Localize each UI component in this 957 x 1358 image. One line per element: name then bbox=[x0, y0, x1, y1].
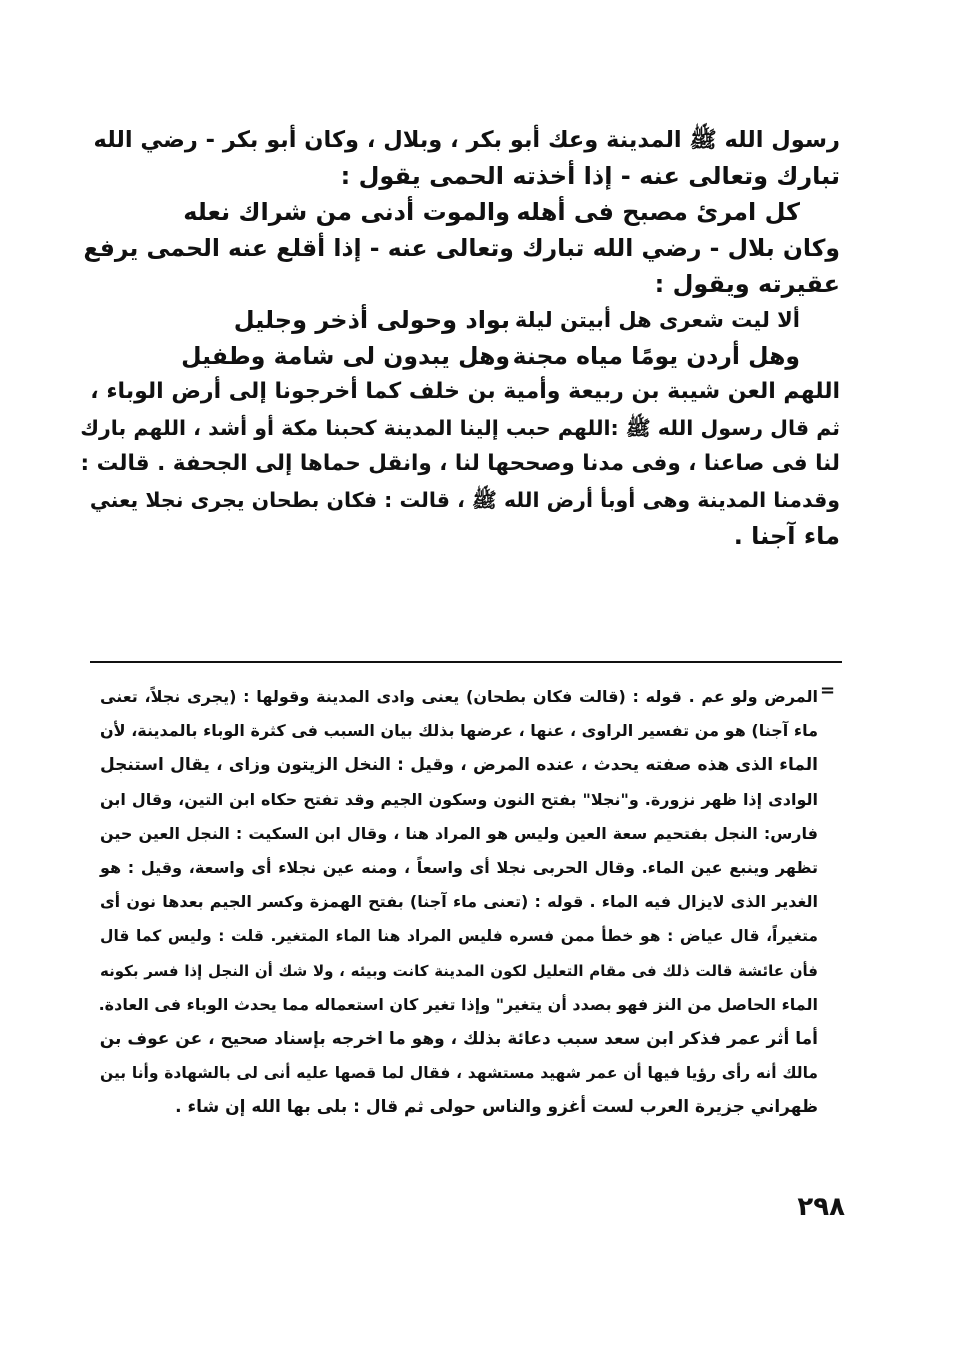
body-line: لنا فى صاعنا ، وفى مدنا وصححها لنا ، وانقل حماها إلى الجحفة . قالت : bbox=[80, 451, 840, 476]
body-line: تبارك وتعالى عنه - إذا أخذته الحمى يقول : bbox=[340, 162, 840, 190]
footnote-continuation-marker: = bbox=[820, 680, 836, 701]
verse-second-hemistich: بواد وحولى أذخر وجليل bbox=[233, 306, 510, 334]
footnote-line: متغيراً، قال عياض : هو خطأ ممن فسره فليس المراد هنا الماء المتغير. قلت : وليس كما قال bbox=[100, 927, 818, 946]
footnote-line: الماء الذى هذه صفته يحدث ، عنده المرض ، وقيل : النخل الزيتون وزاى ، يقال استنجل bbox=[100, 755, 818, 776]
poem-verse-3 bbox=[80, 338, 840, 374]
footnote-block bbox=[100, 680, 818, 1124]
footnote-line: فارس: النجل بفتحيم سعة العين وليس هو المراد هنا ، وقال ابن السكيت : النجل العين حين bbox=[100, 823, 818, 843]
verse-first-hemistich: وهل أردن يومًا مياه مجنة bbox=[512, 342, 800, 370]
poem-verse-1 bbox=[80, 194, 840, 230]
body-line: اللهم العن شيبة بن ربيعة وأمية بن خلف كما أخرجونا إلى أرض الوباء ، bbox=[90, 379, 840, 404]
poem-verse-2 bbox=[80, 302, 840, 338]
verse-second-hemistich: والموت أدنى من شراك نعله bbox=[183, 198, 510, 226]
footnote-line: ظهراني جزيرة العرب لست أغزو والناس حولى ثم قال : بلى بها الله إن شاء . bbox=[175, 1097, 818, 1118]
footnote-line: ماء آجنا) هو من تفسير الراوى ، عنها ، عرضها بذلك بيان السبب فى كثرة الوباء بالمدينة، لأن bbox=[100, 721, 818, 741]
body-line: ثم قال رسول الله ﷺ :اللهم حبب إلينا المدينة كحبنا مكة أو أشد ، اللهم بارك bbox=[80, 416, 840, 440]
footnote-line: مالك أنه رأى رؤيا فيها أن عمر شهيد مستشهد ، فقال لما قصها عليه أنى لى بالشهادة وأنا بين bbox=[100, 1064, 818, 1083]
footnote-divider bbox=[90, 661, 842, 663]
verse-first-hemistich: كل امرئ مصبح فى أهله bbox=[516, 198, 800, 226]
footnote-line: الماء الحاصل من النز فهو بصدد أن يتغير" وإذا تغير كان استعماله مما يحدث الوباء فى العادة. bbox=[98, 994, 818, 1014]
verse-first-hemistich: ألا ليت شعرى هل أبيتن ليلة bbox=[514, 308, 800, 332]
verse-second-hemistich: وهل يبدون لى شامة وطفيل bbox=[181, 342, 510, 370]
footnote-line: تظهر وينبع عين الماء. وقال الحربى نجلا أى واسعاً ، ومنه عين نجلاء أى واسعة، وقيل : هو bbox=[100, 857, 818, 877]
footnote-line: فأن عائشة قالت ذلك فى مقام التعليل لكون المدينة كانت وبيئه ، ولا شك أن النجل إذا فسر بكونه bbox=[100, 961, 818, 980]
footnote-line: أما أثر عمر فذكر ابن سعد سبب دعائة بذلك ، وهو ما اخرجه بإسناد صحيح ، عن عوف بن bbox=[99, 1028, 818, 1049]
footnote-line: المرض ولو عم . قوله : (قالت فكان بطحان) يعنى وادى المدينة وقولها : (يجرى نجلاً، تعنى bbox=[100, 687, 818, 706]
body-line: ماء آجنا . bbox=[733, 522, 840, 550]
body-line: رسول الله ﷺ المدينة وعك أبو بكر ، وبلال ، وكان أبو بكر - رضي الله bbox=[93, 127, 840, 153]
main-body-text bbox=[80, 122, 840, 554]
body-line: عقيرته ويقول : bbox=[654, 270, 840, 298]
footnote-line: الوادى إذا ظهر نزورة. و"نجلا" بفتح النون وسكون الجيم وقد تفتح حكاه ابن التين، وقال ابن bbox=[100, 789, 818, 809]
footnote-line: الغدير الذى لايزال فيه الماء . قوله : (تعنى ماء آجنا) بفتح الهمزة وكسر الجيم بعدها نون أى bbox=[100, 892, 818, 912]
body-line: وكان بلال - رضي الله تبارك وتعالى عنه - إذا أقلع عنه الحمى يرفع bbox=[83, 234, 840, 262]
page-number: ٢٩٨ bbox=[797, 1192, 845, 1222]
body-line: وقدمنا المدينة وهى أوبأ أرض الله ﷺ ، قالت : فكان بطحان يجرى نجلا يعني bbox=[89, 488, 840, 512]
